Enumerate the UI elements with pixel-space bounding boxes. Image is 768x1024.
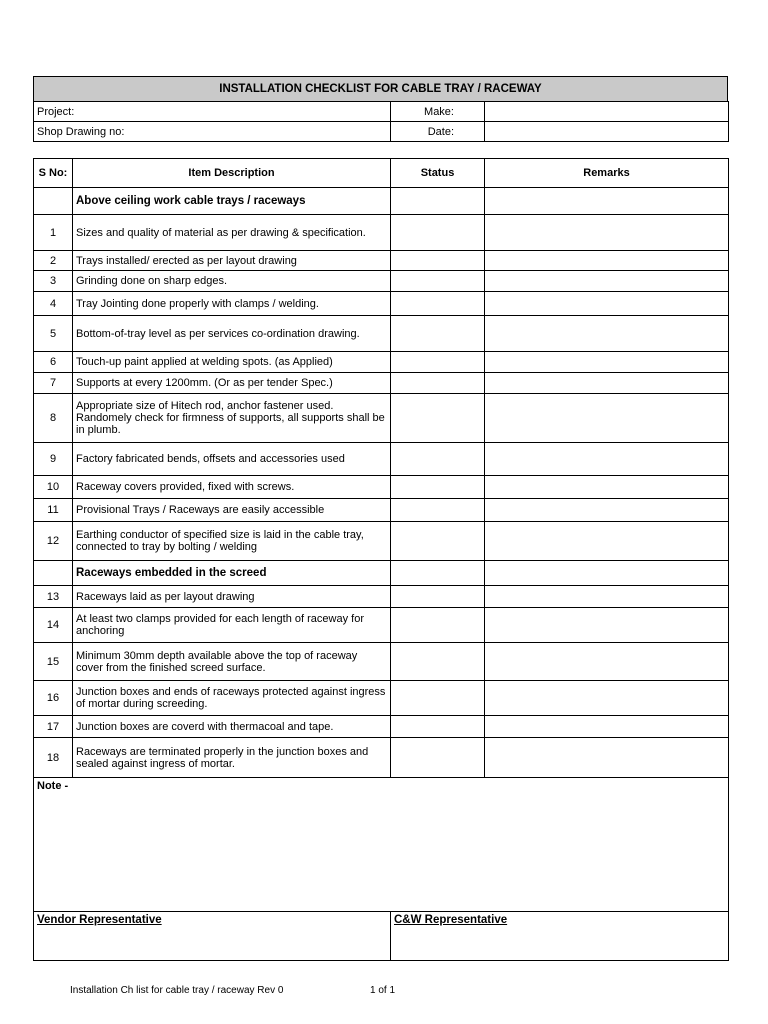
item-description: Tray Jointing done properly with clamps / welding. bbox=[73, 292, 391, 316]
checklist-table bbox=[33, 158, 729, 961]
row-number: 13 bbox=[34, 586, 73, 608]
row-number: 8 bbox=[34, 394, 73, 443]
item-description: Junction boxes and ends of raceways protected against ingress of mortar during screeding. bbox=[73, 681, 391, 716]
item-description: Raceways laid as per layout drawing bbox=[73, 586, 391, 608]
make-value-field[interactable] bbox=[485, 102, 729, 122]
remarks-cell[interactable] bbox=[485, 251, 729, 271]
status-cell[interactable] bbox=[391, 215, 485, 251]
item-description: Minimum 30mm depth available above the top of raceway cover from the finished screed surface. bbox=[73, 643, 391, 681]
table-row bbox=[34, 394, 729, 443]
item-description: Supports at every 1200mm. (Or as per tender Spec.) bbox=[73, 373, 391, 394]
note-label: Note - bbox=[37, 780, 69, 792]
table-row bbox=[34, 476, 729, 499]
note-area[interactable] bbox=[34, 778, 729, 912]
remarks-cell[interactable] bbox=[485, 643, 729, 681]
remarks-cell[interactable] bbox=[485, 608, 729, 643]
status-cell[interactable] bbox=[391, 499, 485, 522]
item-description: Earthing conductor of specified size is laid in the cable tray, connected to tray by bolting / welding bbox=[73, 522, 391, 561]
project-label: Project: bbox=[34, 102, 391, 122]
status-cell[interactable] bbox=[391, 271, 485, 292]
item-description: Trays installed/ erected as per layout drawing bbox=[73, 251, 391, 271]
project-info-table bbox=[33, 101, 729, 142]
remarks-cell[interactable] bbox=[485, 499, 729, 522]
cw-representative-label: C&W Representative bbox=[394, 914, 508, 926]
status-cell[interactable] bbox=[391, 738, 485, 778]
remarks-cell[interactable] bbox=[485, 373, 729, 394]
table-row bbox=[34, 499, 729, 522]
remarks-cell[interactable] bbox=[485, 561, 729, 586]
remarks-cell[interactable] bbox=[485, 443, 729, 476]
remarks-cell[interactable] bbox=[485, 586, 729, 608]
row-number: 15 bbox=[34, 643, 73, 681]
vendor-signature-box[interactable] bbox=[34, 912, 391, 961]
item-description: Factory fabricated bends, offsets and accessories used bbox=[73, 443, 391, 476]
col-header-sno: S No: bbox=[34, 159, 73, 188]
item-description: At least two clamps provided for each length of raceway for anchoring bbox=[73, 608, 391, 643]
status-cell[interactable] bbox=[391, 476, 485, 499]
status-cell[interactable] bbox=[391, 316, 485, 352]
col-header-status: Status bbox=[391, 159, 485, 188]
item-description: Raceways are terminated properly in the junction boxes and sealed against ingress of mortar. bbox=[73, 738, 391, 778]
status-cell[interactable] bbox=[391, 188, 485, 215]
table-row bbox=[34, 251, 729, 271]
table-row bbox=[34, 681, 729, 716]
remarks-cell[interactable] bbox=[485, 188, 729, 215]
table-row bbox=[34, 443, 729, 476]
footer-page-number: 1 of 1 bbox=[370, 985, 396, 996]
status-cell[interactable] bbox=[391, 352, 485, 373]
table-row bbox=[34, 586, 729, 608]
table-row bbox=[34, 373, 729, 394]
footer-document-name: Installation Ch list for cable tray / raceway Rev 0 bbox=[70, 985, 284, 996]
item-description: Appropriate size of Hitech rod, anchor fastener used. Randomely check for firmness of supports, all supports shall be in plumb. bbox=[73, 394, 391, 443]
row-number: 4 bbox=[34, 292, 73, 316]
checklist-header-row bbox=[34, 159, 729, 188]
signature-row bbox=[34, 912, 729, 961]
section-title: Raceways embedded in the screed bbox=[73, 561, 391, 586]
row-number: 6 bbox=[34, 352, 73, 373]
note-row bbox=[34, 778, 729, 912]
row-number: 11 bbox=[34, 499, 73, 522]
status-cell[interactable] bbox=[391, 443, 485, 476]
section-title: Above ceiling work cable trays / raceways bbox=[73, 188, 391, 215]
col-header-description: Item Description bbox=[73, 159, 391, 188]
cw-signature-box[interactable] bbox=[391, 912, 729, 961]
remarks-cell[interactable] bbox=[485, 476, 729, 499]
status-cell[interactable] bbox=[391, 561, 485, 586]
table-row bbox=[34, 608, 729, 643]
row-number: 1 bbox=[34, 215, 73, 251]
vendor-representative-label: Vendor Representative bbox=[37, 914, 162, 926]
item-description: Provisional Trays / Raceways are easily accessible bbox=[73, 499, 391, 522]
item-description: Sizes and quality of material as per drawing & specification. bbox=[73, 215, 391, 251]
status-cell[interactable] bbox=[391, 373, 485, 394]
table-row bbox=[34, 292, 729, 316]
table-row bbox=[34, 738, 729, 778]
status-cell[interactable] bbox=[391, 608, 485, 643]
item-description: Junction boxes are coverd with thermacoal and tape. bbox=[73, 716, 391, 738]
row-number: 16 bbox=[34, 681, 73, 716]
remarks-cell[interactable] bbox=[485, 738, 729, 778]
table-row bbox=[34, 352, 729, 373]
table-row bbox=[34, 643, 729, 681]
item-description: Raceway covers provided, fixed with screws. bbox=[73, 476, 391, 499]
row-number: 17 bbox=[34, 716, 73, 738]
remarks-cell[interactable] bbox=[485, 716, 729, 738]
section-row bbox=[34, 561, 729, 586]
item-description: Bottom-of-tray level as per services co-ordination drawing. bbox=[73, 316, 391, 352]
remarks-cell[interactable] bbox=[485, 681, 729, 716]
make-label: Make: bbox=[391, 102, 485, 122]
col-header-remarks: Remarks bbox=[485, 159, 729, 188]
status-cell[interactable] bbox=[391, 681, 485, 716]
row-number: 14 bbox=[34, 608, 73, 643]
date-value-field[interactable] bbox=[485, 122, 729, 142]
row-number: 5 bbox=[34, 316, 73, 352]
shop-drawing-label: Shop Drawing no: bbox=[34, 122, 391, 142]
table-row bbox=[34, 522, 729, 561]
row-number: 18 bbox=[34, 738, 73, 778]
status-cell[interactable] bbox=[391, 394, 485, 443]
section-row bbox=[34, 188, 729, 215]
table-row bbox=[34, 215, 729, 251]
remarks-cell[interactable] bbox=[485, 394, 729, 443]
row-number: 10 bbox=[34, 476, 73, 499]
table-row bbox=[34, 316, 729, 352]
status-cell[interactable] bbox=[391, 522, 485, 561]
row-number: 9 bbox=[34, 443, 73, 476]
status-cell[interactable] bbox=[391, 643, 485, 681]
remarks-cell[interactable] bbox=[485, 271, 729, 292]
status-cell[interactable] bbox=[391, 716, 485, 738]
status-cell[interactable] bbox=[391, 251, 485, 271]
remarks-cell[interactable] bbox=[485, 316, 729, 352]
document-title: INSTALLATION CHECKLIST FOR CABLE TRAY / RACEWAY bbox=[33, 76, 728, 101]
row-number: 7 bbox=[34, 373, 73, 394]
item-description: Grinding done on sharp edges. bbox=[73, 271, 391, 292]
row-number: 12 bbox=[34, 522, 73, 561]
remarks-cell[interactable] bbox=[485, 215, 729, 251]
date-label: Date: bbox=[391, 122, 485, 142]
status-cell[interactable] bbox=[391, 292, 485, 316]
row-number: 3 bbox=[34, 271, 73, 292]
table-row bbox=[34, 271, 729, 292]
remarks-cell[interactable] bbox=[485, 292, 729, 316]
status-cell[interactable] bbox=[391, 586, 485, 608]
table-row bbox=[34, 716, 729, 738]
remarks-cell[interactable] bbox=[485, 522, 729, 561]
remarks-cell[interactable] bbox=[485, 352, 729, 373]
item-description: Touch-up paint applied at welding spots. (as Applied) bbox=[73, 352, 391, 373]
row-number: 2 bbox=[34, 251, 73, 271]
